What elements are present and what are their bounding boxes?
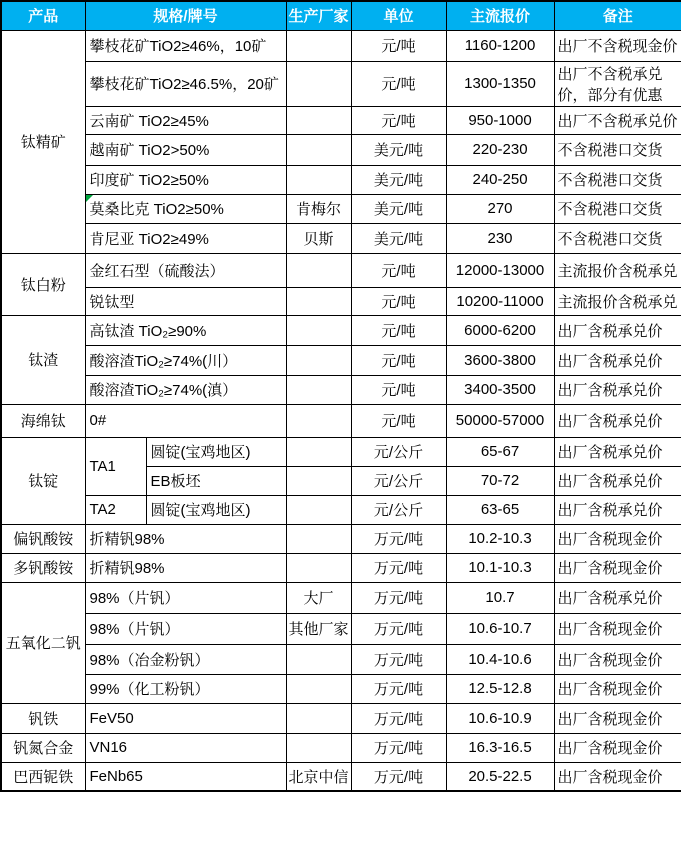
- col-header-product: 产品: [1, 1, 85, 30]
- unit-cell: 美元/吨: [351, 165, 446, 194]
- unit-cell: 万元/吨: [351, 613, 446, 644]
- table-row: [1, 194, 681, 223]
- manufacturer-cell: [286, 437, 351, 466]
- price-cell: 12.5-12.8: [446, 674, 554, 703]
- product-cell: 巴西铌铁: [1, 762, 85, 791]
- manufacturer-cell: [286, 644, 351, 674]
- col-header-price: 主流报价: [446, 1, 554, 30]
- remark-cell: 主流报价含税承兑: [554, 253, 681, 287]
- price-cell: 3600-3800: [446, 345, 554, 375]
- price-cell: 10.7: [446, 582, 554, 613]
- price-cell: 10.6-10.7: [446, 613, 554, 644]
- table-row: [1, 287, 681, 315]
- unit-cell: 元/公斤: [351, 466, 446, 495]
- manufacturer-cell: [286, 165, 351, 194]
- price-cell: 16.3-16.5: [446, 733, 554, 762]
- price-cell: 10.1-10.3: [446, 553, 554, 582]
- manufacturer-cell: 北京中信: [286, 762, 351, 791]
- spec-detail-cell: 圆锭(宝鸡地区): [146, 495, 286, 524]
- remark-cell: 出厂含税承兑价: [554, 495, 681, 524]
- price-cell: 1300-1350: [446, 61, 554, 106]
- spec-cell: 98%（片钒）: [85, 613, 286, 644]
- manufacturer-cell: 大厂: [286, 582, 351, 613]
- unit-cell: 元/吨: [351, 404, 446, 437]
- price-cell: 63-65: [446, 495, 554, 524]
- table-row: [1, 61, 681, 106]
- unit-cell: 万元/吨: [351, 582, 446, 613]
- remark-cell: 出厂含税承兑价: [554, 582, 681, 613]
- remark-cell: 出厂不含税承兑价，部分有优惠: [554, 61, 681, 106]
- spec-cell: FeV50: [85, 703, 286, 733]
- price-cell: 10.6-10.9: [446, 703, 554, 733]
- unit-cell: 元/公斤: [351, 495, 446, 524]
- unit-cell: 万元/吨: [351, 674, 446, 703]
- remark-cell: 出厂含税现金价: [554, 703, 681, 733]
- col-header-spec: 规格/牌号: [85, 1, 286, 30]
- remark-cell: 出厂含税承兑价: [554, 315, 681, 345]
- unit-cell: 元/公斤: [351, 437, 446, 466]
- remark-cell: 出厂含税承兑价: [554, 466, 681, 495]
- spec-cell: 折精钒98%: [85, 553, 286, 582]
- manufacturer-cell: [286, 495, 351, 524]
- table-row: [1, 30, 681, 61]
- spec-detail-cell: EB板坯: [146, 466, 286, 495]
- manufacturer-cell: 其他厂家: [286, 613, 351, 644]
- manufacturer-cell: [286, 466, 351, 495]
- unit-cell: 万元/吨: [351, 524, 446, 553]
- remark-cell: 出厂含税承兑价: [554, 437, 681, 466]
- spec-cell: 肯尼亚 TiO2≥49%: [85, 223, 286, 253]
- table-row: [1, 674, 681, 703]
- unit-cell: 万元/吨: [351, 553, 446, 582]
- unit-cell: 万元/吨: [351, 762, 446, 791]
- price-cell: 6000-6200: [446, 315, 554, 345]
- product-cell: 多钒酸铵: [1, 553, 85, 582]
- price-cell: 65-67: [446, 437, 554, 466]
- price-cell: 10.4-10.6: [446, 644, 554, 674]
- remark-cell: 出厂含税承兑价: [554, 345, 681, 375]
- unit-cell: 美元/吨: [351, 134, 446, 165]
- spec-cell: 99%（化工粉钒）: [85, 674, 286, 703]
- manufacturer-cell: [286, 106, 351, 134]
- spec-cell: 金红石型（硫酸法）: [85, 253, 286, 287]
- unit-cell: 美元/吨: [351, 223, 446, 253]
- price-cell: 240-250: [446, 165, 554, 194]
- table-row: [1, 253, 681, 287]
- table-row: [1, 223, 681, 253]
- unit-cell: 元/吨: [351, 345, 446, 375]
- manufacturer-cell: [286, 30, 351, 61]
- spec-cell: VN16: [85, 733, 286, 762]
- remark-cell: 出厂含税现金价: [554, 613, 681, 644]
- table-row: [1, 613, 681, 644]
- price-cell: 10200-11000: [446, 287, 554, 315]
- unit-cell: 万元/吨: [351, 703, 446, 733]
- unit-cell: 元/吨: [351, 315, 446, 345]
- spec-detail-cell: 圆锭(宝鸡地区): [146, 437, 286, 466]
- price-cell: 12000-13000: [446, 253, 554, 287]
- spec-cell: 攀枝花矿TiO2≥46%，10矿: [85, 30, 286, 61]
- remark-cell: 出厂含税现金价: [554, 644, 681, 674]
- remark-cell: 出厂含税承兑价: [554, 404, 681, 437]
- remark-cell: 出厂含税现金价: [554, 553, 681, 582]
- product-cell: 偏钒酸铵: [1, 524, 85, 553]
- product-cell: 海绵钛: [1, 404, 85, 437]
- table-row: [1, 134, 681, 165]
- price-cell: 20.5-22.5: [446, 762, 554, 791]
- remark-cell: 出厂不含税承兑价: [554, 106, 681, 134]
- table-row: [1, 495, 681, 524]
- spec-grade-cell: TA2: [85, 495, 146, 524]
- manufacturer-cell: [286, 404, 351, 437]
- remark-cell: 出厂含税现金价: [554, 733, 681, 762]
- product-cell: 钛锭: [1, 437, 85, 524]
- table-row: [1, 345, 681, 375]
- remark-cell: 出厂含税现金价: [554, 524, 681, 553]
- table-row: [1, 437, 681, 466]
- spec-cell: 高钛渣 TiO₂≥90%: [85, 315, 286, 345]
- remark-cell: 出厂含税现金价: [554, 762, 681, 791]
- manufacturer-cell: [286, 253, 351, 287]
- unit-cell: 元/吨: [351, 30, 446, 61]
- price-cell: 1160-1200: [446, 30, 554, 61]
- spec-cell: FeNb65: [85, 762, 286, 791]
- price-cell: 10.2-10.3: [446, 524, 554, 553]
- unit-cell: 元/吨: [351, 253, 446, 287]
- table-row: [1, 733, 681, 762]
- unit-cell: 万元/吨: [351, 644, 446, 674]
- unit-cell: 美元/吨: [351, 194, 446, 223]
- unit-cell: 万元/吨: [351, 733, 446, 762]
- table-row: [1, 703, 681, 733]
- product-cell: 五氧化二钒: [1, 582, 85, 703]
- unit-cell: 元/吨: [351, 106, 446, 134]
- spec-cell: [85, 194, 286, 223]
- spec-cell: 酸溶渣TiO₂≥74%(川）: [85, 345, 286, 375]
- manufacturer-cell: 肯梅尔: [286, 194, 351, 223]
- table-row: [1, 404, 681, 437]
- unit-cell: 元/吨: [351, 287, 446, 315]
- spec-cell: 折精钒98%: [85, 524, 286, 553]
- product-cell: 钛精矿: [1, 30, 85, 253]
- product-cell: 钛白粉: [1, 253, 85, 315]
- table-row: [1, 762, 681, 791]
- table-row: [1, 644, 681, 674]
- manufacturer-cell: [286, 375, 351, 404]
- manufacturer-cell: [286, 134, 351, 165]
- remark-cell: 出厂含税现金价: [554, 674, 681, 703]
- unit-cell: 元/吨: [351, 61, 446, 106]
- manufacturer-cell: [286, 703, 351, 733]
- spec-cell: 越南矿 TiO2>50%: [85, 134, 286, 165]
- unit-cell: 元/吨: [351, 375, 446, 404]
- remark-cell: 不含税港口交货: [554, 134, 681, 165]
- table-row: [1, 315, 681, 345]
- price-cell: 50000-57000: [446, 404, 554, 437]
- manufacturer-cell: [286, 315, 351, 345]
- table-row: [1, 582, 681, 613]
- spec-cell: 0#: [85, 404, 286, 437]
- spec-cell: 云南矿 TiO2≥45%: [85, 106, 286, 134]
- manufacturer-cell: [286, 61, 351, 106]
- remark-cell: 主流报价含税承兑: [554, 287, 681, 315]
- spec-cell: 印度矿 TiO2≥50%: [85, 165, 286, 194]
- price-cell: 3400-3500: [446, 375, 554, 404]
- spec-cell: 98%（片钒）: [85, 582, 286, 613]
- comment-flag-icon: [86, 195, 93, 202]
- spec-cell: 酸溶渣TiO₂≥74%(滇）: [85, 375, 286, 404]
- remark-cell: 不含税港口交货: [554, 165, 681, 194]
- col-header-unit: 单位: [351, 1, 446, 30]
- product-cell: 钒氮合金: [1, 733, 85, 762]
- table-row: [1, 524, 681, 553]
- spec-cell: 锐钛型: [85, 287, 286, 315]
- table-row: [1, 375, 681, 404]
- manufacturer-cell: [286, 674, 351, 703]
- manufacturer-cell: 贝斯: [286, 223, 351, 253]
- manufacturer-cell: [286, 287, 351, 315]
- price-cell: 230: [446, 223, 554, 253]
- table-row: [1, 553, 681, 582]
- spec-grade-cell: TA1: [85, 437, 146, 495]
- remark-cell: 不含税港口交货: [554, 223, 681, 253]
- spec-cell: 攀枝花矿TiO2≥46.5%，20矿: [85, 61, 286, 106]
- manufacturer-cell: [286, 553, 351, 582]
- remark-cell: 出厂不含税现金价: [554, 30, 681, 61]
- remark-cell: 不含税港口交货: [554, 194, 681, 223]
- remark-cell: 出厂含税承兑价: [554, 375, 681, 404]
- table-row: [1, 106, 681, 134]
- table-row: [1, 165, 681, 194]
- manufacturer-cell: [286, 345, 351, 375]
- product-cell: 钛渣: [1, 315, 85, 404]
- price-cell: 950-1000: [446, 106, 554, 134]
- manufacturer-cell: [286, 524, 351, 553]
- manufacturer-cell: [286, 733, 351, 762]
- price-cell: 270: [446, 194, 554, 223]
- spec-cell: 98%（冶金粉钒）: [85, 644, 286, 674]
- price-cell: 70-72: [446, 466, 554, 495]
- col-header-manufacturer: 生产厂家: [286, 1, 351, 30]
- spec-text: 莫桑比克 TiO2≥50%: [89, 201, 224, 218]
- price-cell: 220-230: [446, 134, 554, 165]
- header-row: [1, 1, 681, 30]
- product-cell: 钒铁: [1, 703, 85, 733]
- col-header-remark: 备注: [554, 1, 681, 30]
